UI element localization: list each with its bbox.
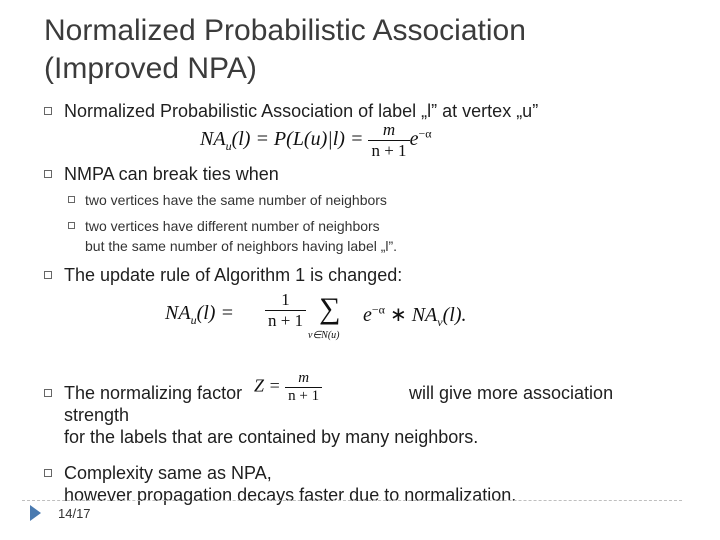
bullet-marker-icon [44,389,52,397]
bullet-text: Normalized Probabilistic Association of label „l” at vertex „u” [64,101,539,121]
bullet-text: will give more association [409,383,614,403]
formula-fraction [368,120,409,161]
fraction-numerator: 1 [265,290,306,311]
sub-bullet-different-neighbors [85,216,397,256]
formula-term: NA [411,304,438,326]
formula-exponent: −α [371,302,385,317]
fraction-numerator: m [285,370,322,388]
sub-bullet-text: two vertices have the same number of neighbors [85,192,387,208]
formula-exponent: −α [418,126,432,141]
bullet-update-rule [64,264,402,286]
bullet-text: NMPA can break ties when [64,164,279,184]
play-arrow-icon [30,505,41,521]
title-line-2: (Improved NPA) [44,52,257,85]
bullet-tie-break [64,163,279,185]
bullet-marker-icon [44,107,52,115]
bullet-marker-icon [44,469,52,477]
formula-term: NA [165,302,191,324]
formula-subscript: v [437,315,443,329]
slide-title [44,12,684,88]
title-line-1: Normalized Probabilistic Association [44,14,526,47]
sub-bullet-same-neighbors [85,190,387,210]
bullet-normalizing-factor [64,382,664,448]
formula-npa [200,120,432,161]
formula-fraction [265,290,306,331]
fraction-numerator: m [368,120,409,141]
formula-term: (l) = P(L(u)|l) = [231,128,364,151]
formula-subscript: u [225,139,232,154]
bullet-text: for the labels that are contained by many neighbors. [64,427,479,447]
formula-update-rule [165,290,485,348]
formula-subscript: u [190,313,197,327]
fraction-denominator: n + 1 [288,388,320,404]
bullet-text: however propagation decays faster due to normalization. [64,485,517,505]
formula-exp-base: e [409,128,419,151]
bullet-marker-icon [68,222,75,229]
bullet-marker-icon [44,170,52,178]
fraction-denominator: n + 1 [371,141,407,160]
fraction-denominator: n + 1 [268,311,304,330]
formula-term: Z = [254,375,281,396]
bullet-npa-definition [64,100,538,122]
formula-term: (l). [442,304,467,326]
sub-bullet-text: but the same number of neighbors having label „l”. [85,238,398,254]
sub-bullet-text: two vertices have different number of neighbors [85,218,380,234]
bullet-text: The normalizing factor [64,383,243,403]
bullet-text: The update rule of Algorithm 1 is changed: [64,265,403,285]
page-number: 14/17 [58,506,91,521]
formula-term: NA [200,128,226,151]
formula-term: (l) = [196,302,234,324]
formula-normalizing-factor [254,370,322,405]
sum-index: v∈N(u) [308,330,340,341]
bullet-marker-icon [44,271,52,279]
sum-symbol: ∑ [319,292,341,325]
bullet-text: Complexity same as NPA, [64,463,272,483]
formula-fraction [285,370,322,405]
bullet-marker-icon [68,196,75,203]
formula-operator: ∗ [389,304,407,326]
footer-divider [22,500,682,501]
formula-exp-base: e [363,304,372,326]
bullet-text: strength [64,405,130,425]
